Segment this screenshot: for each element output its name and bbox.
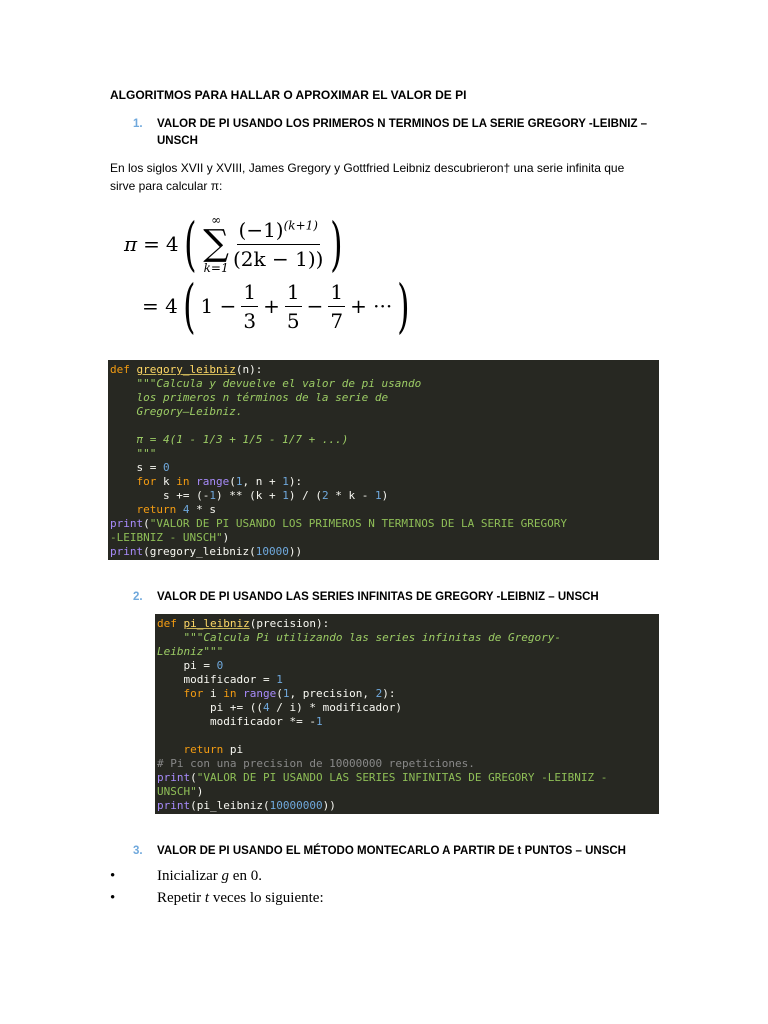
code1-line: print("VALOR DE PI USANDO LOS PRIMEROS N TERMINOS DE LA SERIE GREGORY (110, 517, 567, 530)
code2-line: return pi (183, 743, 244, 756)
intro-paragraph (110, 159, 670, 195)
section-2-title: VALOR DE PI USANDO LAS SERIES INFINITAS DE GREGORY -LEIBNIZ – UNSCH (157, 591, 599, 603)
formula2-open-paren: ( (182, 272, 196, 340)
code1-line: -LEIBNIZ - UNSCH") (110, 531, 230, 544)
code2-line: modificador *= -1 (157, 715, 323, 728)
code1-line: return 4 * s (136, 503, 216, 516)
formula2-plus: + (263, 294, 280, 318)
code2-line (157, 729, 657, 743)
formula-open-paren: ( (183, 210, 197, 278)
code2-line: # Pi con una precision de 10000000 repeticiones. (157, 757, 475, 770)
section-3-number: 3. (133, 845, 143, 857)
code-block-gregory-leibniz[interactable] (108, 360, 659, 560)
intro-line-1: En los siglos XVII y XVIII, James Gregory y Gottfried Leibniz descubrieron† una serie infinita que (110, 161, 625, 175)
intro-line-2: sirve para calcular π: (110, 179, 223, 193)
code1-line: """ (110, 447, 157, 460)
sum-upper-limit: ∞ (211, 213, 222, 227)
document-title: ALGORITMOS PARA HALLAR O APROXIMAR EL VALOR DE PI (110, 88, 467, 102)
code1-line: for k in range(1, n + 1): (136, 475, 303, 488)
code2-line: print("VALOR DE PI USANDO LAS SERIES INFINITAS DE GREGORY -LEIBNIZ - (157, 771, 608, 784)
section-1-title-line2: UNSCH (157, 135, 198, 147)
code-block-pi-leibniz[interactable] (155, 614, 659, 814)
code2-line: for i in range(1, precision, 2): (183, 687, 396, 700)
fraction-one-fifth: $\frac{1}{5}$ (286, 279, 300, 333)
sum-symbol: ∑ (203, 223, 229, 264)
code1-line: Gregory–Leibniz. (110, 405, 243, 418)
sum-lower-limit: k=1 (203, 261, 229, 275)
code2-line: pi += ((4 / i) * modificador) (157, 701, 403, 714)
bullet-text-1: Inicializar g en 0. (157, 868, 262, 884)
formula-fraction (231, 218, 325, 271)
section-3-heading (133, 843, 673, 861)
code2-line: UNSCH") (157, 785, 204, 798)
code2-line: print(pi_leibniz(10000000)) (157, 799, 336, 812)
section-1-heading (133, 116, 673, 150)
formula2-dots: + ··· (350, 294, 393, 318)
formula-equals: = (143, 232, 160, 256)
code1-line: s = 0 (110, 461, 170, 474)
formula2-one: 1 − (200, 294, 237, 318)
fraction-numerator: $(-1)^{(k+1)}$ (237, 218, 320, 245)
code2-line: modificador = 1 (157, 673, 283, 686)
section-2-heading (133, 589, 673, 607)
formula-four: 4 (165, 232, 179, 256)
formula2-close-paren: ) (397, 272, 410, 340)
section-2-number: 2. (133, 591, 143, 603)
bullet-marker: • (110, 890, 116, 906)
bullet-marker: • (110, 868, 116, 884)
section-1-title (157, 116, 647, 150)
formula-line-1 (124, 208, 348, 280)
code2-line: """Calcula Pi utilizando las series infinitas de Gregory- (183, 631, 561, 644)
code1-line (110, 419, 657, 433)
code1-line: los primeros n términos de la serie de (110, 391, 389, 404)
formula-close-paren: ) (330, 210, 343, 278)
fraction-denominator: (2k − 1)) (233, 246, 324, 271)
code1-line: π = 4(1 - 1/3 + 1/5 - 1/7 + ...) (110, 433, 349, 446)
formula-summation (203, 213, 229, 275)
code2-line: def pi_leibniz(precision): (157, 617, 330, 630)
fraction-one-seventh: $\frac{1}{7}$ (330, 279, 344, 333)
code1-line: s += (-1) ** (k + 1) / (2 * k - 1) (110, 489, 389, 502)
code1-line: """Calcula y devuelve el valor de pi usando (136, 377, 422, 390)
formula-line-2 (142, 272, 415, 340)
code1-line: print(gregory_leibniz(10000)) (110, 545, 303, 558)
section-1-number: 1. (133, 118, 143, 130)
section-1-title-line1: VALOR DE PI USANDO LOS PRIMEROS N TERMINOS DE LA SERIE GREGORY -LEIBNIZ – (157, 118, 648, 130)
code1-line: def gregory_leibniz(n): (110, 363, 263, 376)
formula2-minus: − (306, 294, 324, 318)
fraction-one-third: $\frac{1}{3}$ (243, 279, 257, 333)
code2-line: Leibniz""" (157, 645, 224, 658)
formula-pi: π (124, 232, 138, 256)
code2-line: pi = 0 (157, 659, 224, 672)
formula2-start: = 4 (142, 294, 178, 318)
bullet-text-2: Repetir t veces lo siguiente: (157, 890, 324, 906)
section-3-title: VALOR DE PI USANDO EL MÉTODO MONTECARLO A PARTIR DE t PUNTOS – UNSCH (157, 845, 626, 857)
